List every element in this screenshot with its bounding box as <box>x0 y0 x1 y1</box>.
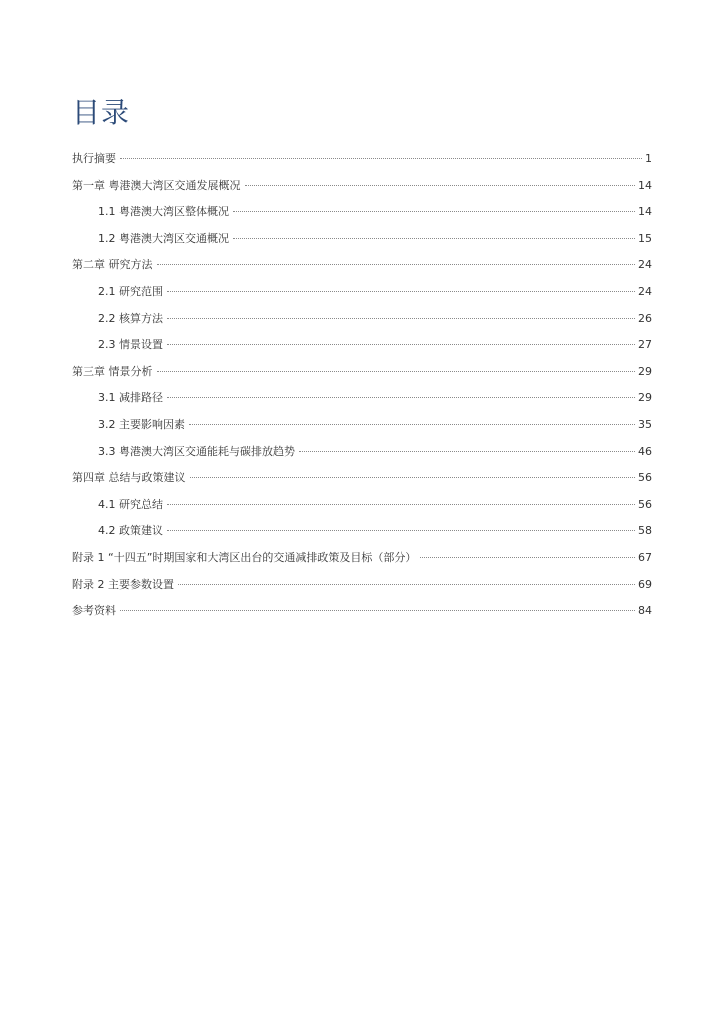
toc-entry-page: 26 <box>638 311 652 325</box>
toc-entry-label: 3.3 粤港澳大湾区交通能耗与碳排放趋势 <box>98 444 295 458</box>
toc-entry-label: 2.1 研究范围 <box>98 284 163 298</box>
toc-subentry[interactable] <box>72 389 652 416</box>
toc-entry-page: 35 <box>638 417 652 431</box>
toc-entry-label: 第四章 总结与政策建议 <box>72 471 186 485</box>
toc-dot-leader <box>120 610 635 611</box>
toc-subentry[interactable] <box>72 203 652 230</box>
toc-dot-leader <box>420 557 635 558</box>
toc-entry-label: 2.2 核算方法 <box>98 311 163 325</box>
toc-entry-label: 第一章 粤港澳大湾区交通发展概况 <box>72 178 241 192</box>
toc-subentry[interactable] <box>72 496 652 523</box>
toc-subentry[interactable] <box>72 443 652 470</box>
toc-dot-leader <box>167 344 635 345</box>
toc-entry[interactable] <box>72 363 652 390</box>
toc-entry-page: 24 <box>638 284 652 298</box>
toc-dot-leader <box>233 211 635 212</box>
toc-entry-label: 参考资料 <box>72 604 116 618</box>
toc-dot-leader <box>178 584 635 585</box>
toc-entry[interactable] <box>72 150 652 177</box>
toc-entry-label: 执行摘要 <box>72 152 116 165</box>
toc-entry-page: 27 <box>638 338 652 352</box>
page-title: 目录 <box>72 95 131 129</box>
toc-entry-label: 1.1 粤港澳大湾区整体概况 <box>98 205 229 219</box>
toc-dot-leader <box>245 185 636 186</box>
toc-dot-leader <box>167 530 635 531</box>
toc-dot-leader <box>299 451 635 452</box>
toc-entry-page: 14 <box>638 178 652 192</box>
toc-dot-leader <box>157 264 636 265</box>
toc-dot-leader <box>167 291 635 292</box>
toc-subentry[interactable] <box>72 522 652 549</box>
toc-entry-label: 4.2 政策建议 <box>98 524 163 538</box>
toc-entry-page: 56 <box>638 471 652 485</box>
table-of-contents <box>72 150 652 629</box>
toc-dot-leader <box>167 397 635 398</box>
toc-entry-label: 3.2 主要影响因素 <box>98 417 185 431</box>
toc-entry-page: 58 <box>638 524 652 538</box>
toc-entry-label: 1.2 粤港澳大湾区交通概况 <box>98 231 229 245</box>
toc-subentry[interactable] <box>72 416 652 443</box>
toc-entry[interactable] <box>72 602 652 629</box>
toc-entry-page: 29 <box>638 364 652 378</box>
toc-subentry[interactable] <box>72 310 652 337</box>
toc-entry-page: 29 <box>638 391 652 405</box>
toc-subentry[interactable] <box>72 283 652 310</box>
toc-entry-label: 附录 2 主要参数设置 <box>72 577 174 591</box>
toc-entry-page: 84 <box>638 604 652 618</box>
toc-entry[interactable] <box>72 469 652 496</box>
toc-entry[interactable] <box>72 576 652 603</box>
toc-dot-leader <box>190 477 636 478</box>
toc-dot-leader <box>167 318 635 319</box>
toc-entry[interactable] <box>72 549 652 576</box>
toc-entry-label: 第三章 情景分析 <box>72 364 153 378</box>
toc-dot-leader <box>167 504 635 505</box>
toc-entry-page: 1 <box>645 152 652 165</box>
toc-subentry[interactable] <box>72 336 652 363</box>
toc-entry[interactable] <box>72 256 652 283</box>
toc-dot-leader <box>120 158 642 159</box>
toc-entry-page: 67 <box>638 550 652 564</box>
toc-entry-page: 24 <box>638 258 652 272</box>
toc-entry-label: 第二章 研究方法 <box>72 258 153 272</box>
toc-entry-page: 69 <box>638 577 652 591</box>
toc-dot-leader <box>157 371 636 372</box>
toc-entry-label: 3.1 减排路径 <box>98 391 163 405</box>
toc-entry-label: 4.1 研究总结 <box>98 497 163 511</box>
toc-dot-leader <box>233 238 635 239</box>
toc-entry-page: 56 <box>638 497 652 511</box>
toc-subentry[interactable] <box>72 230 652 257</box>
toc-entry-page: 46 <box>638 444 652 458</box>
toc-entry[interactable] <box>72 177 652 204</box>
toc-entry-page: 15 <box>638 231 652 245</box>
toc-entry-label: 2.3 情景设置 <box>98 338 163 352</box>
toc-dot-leader <box>189 424 635 425</box>
toc-entry-page: 14 <box>638 205 652 219</box>
toc-entry-label: 附录 1 “十四五”时期国家和大湾区出台的交通减排政策及目标（部分） <box>72 550 417 564</box>
